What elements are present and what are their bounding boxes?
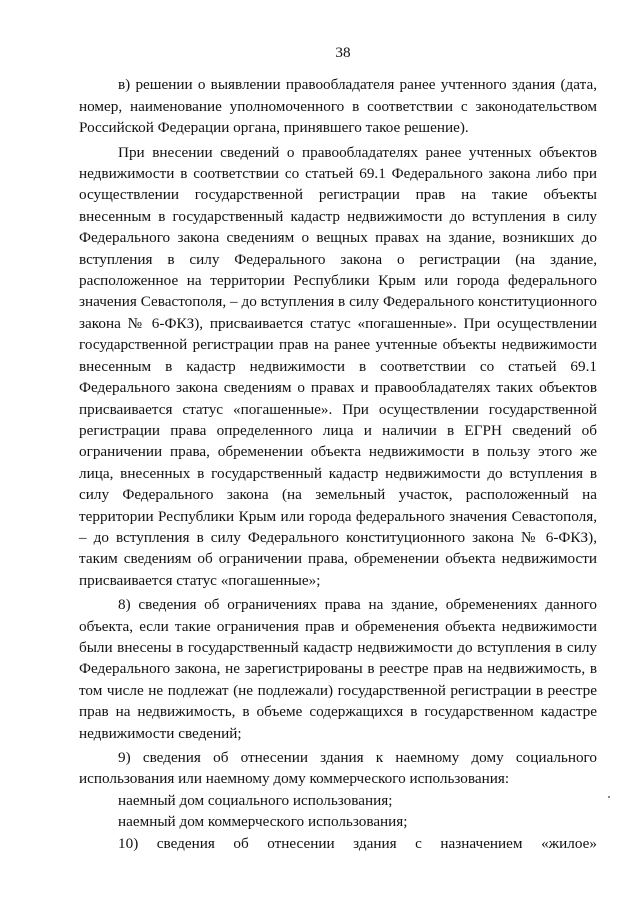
- paragraph-item-8: 8) сведения об ограничениях права на здание, обременениях данного объекта, если такие ограничения прав и обременения объекта недвижимости были внесены в государственный кадастр недвижимости до вступления в силу Федерального закона, не зарегистрированы в реестре прав на недвижимость, в том числе не подлежат (не подлежали) государственной регистрации в реестре прав на недвижимость, в объеме содержащихся в государственном кадастре недвижимости сведений;: [79, 596, 597, 742]
- paragraph-item-9: 9) сведения об отнесении здания к наемному дому социального использования или наемному дому коммерческого использования:: [79, 749, 597, 788]
- paragraph-item-v: в) решении о выявлении правообладателя ранее учтенного здания (дата, номер, наименование уполномоченного в соответствии с законодательством Российской Федерации органа, принявшего такое решение).: [79, 76, 597, 137]
- paragraph-item-10: 10) сведения об отнесении здания с назначением «жилое»: [118, 834, 597, 852]
- paragraph-social-use: наемный дом социального использования;: [118, 791, 393, 809]
- paragraph-commercial-use: наемный дом коммерческого использования;: [118, 813, 408, 831]
- paragraph-rights-status: При внесении сведений о правообладателях ранее учтенных объектов недвижимости в соответствии со статьей 69.1 Федерального закона либо при осуществлении государственной регистрации прав на такие объекты внесенным в государственный кадастр недвижимости до вступления в силу Федерального закона сведениям о вещных правах на здание, возникших до вступления в силу Федерального закона о регистрации (на здание, расположенное на территории Республики Крым или города федерального значения Севастополя, – до вступления в силу Федерального конституционного закона № 6-ФКЗ), присваивается статус «погашенные». При осуществлении государственной регистрации прав на ранее учтенные объекты недвижимости внесенным в кадастр недвижимости в соответствии со статьей 69.1 Федерального закона сведениям о правах и правообладателях таких объектов присваивается статус «погашенные». При осуществлении государственной регистрации права определенного лица и наличии в ЕГРН сведений об ограничении права, обременении объекта недвижимости в пользу этого же лица, внесенных в государственный кадастр недвижимости до вступления в силу Федерального закона (на земельный участок, расположенный на территории Республики Крым или города федерального значения Севастополя, – до вступления в силу Федерального конституционного закона № 6-ФКЗ), таким сведениям об ограничении права, обременении объекта недвижимости присваивается статус «погашенные»;: [79, 143, 597, 589]
- page-number: 38: [335, 44, 351, 61]
- scan-speck: [608, 796, 610, 798]
